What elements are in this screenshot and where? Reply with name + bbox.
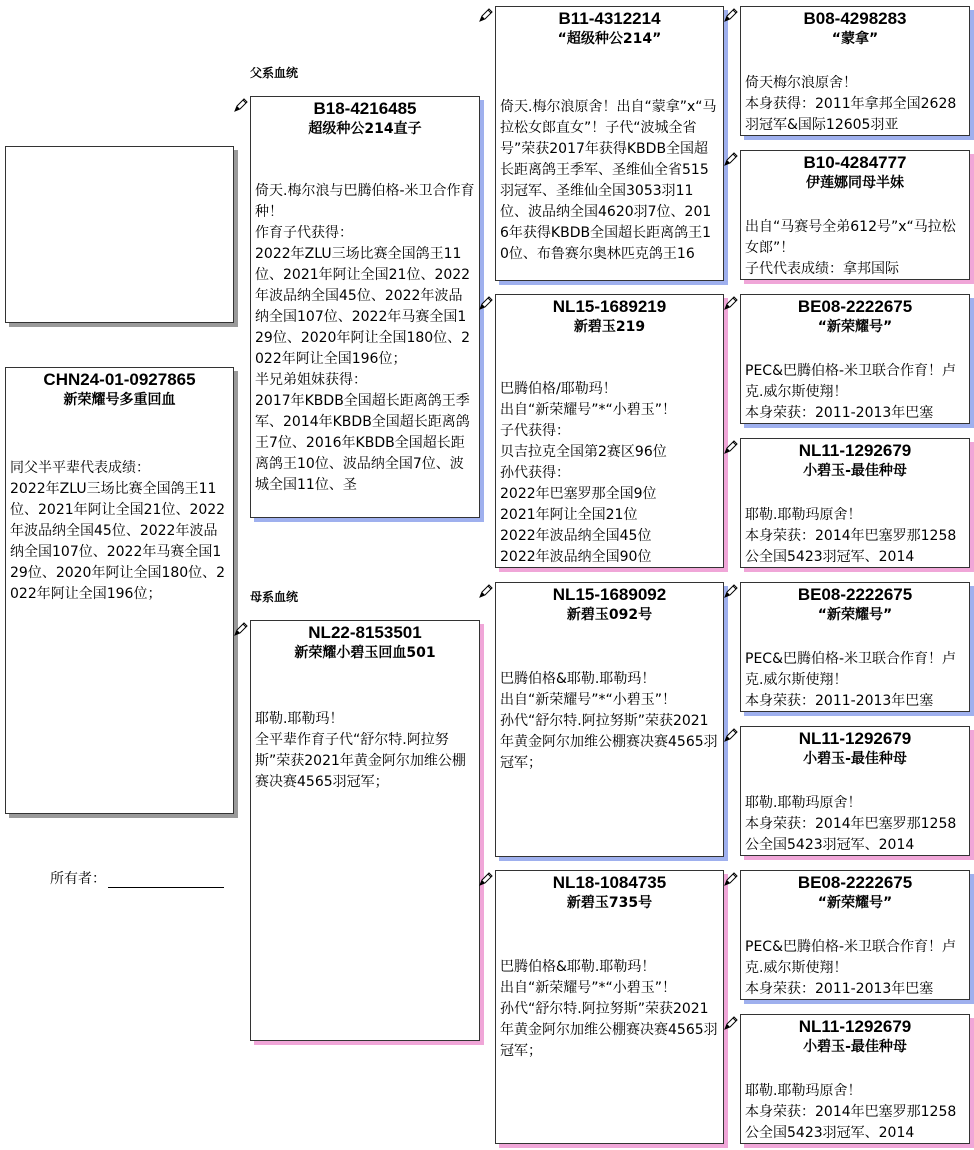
sss-description: 倚天梅尔浪原舍！ 本身获得：2011年拿邦全国2628羽冠军&国际12605羽亚 — [745, 75, 957, 133]
ssd-edit-icon[interactable] — [723, 151, 739, 167]
sds-edit-icon[interactable] — [723, 295, 739, 311]
ddd-description: 耶勒.耶勒玛原舍！ 本身荣获：2014年巴塞罗那1258公全国5423羽冠军、2014 — [745, 1083, 957, 1141]
dam-dam-ring-number: NL18-1084735 — [552, 873, 667, 892]
sire-ring-number: B18-4216485 — [313, 99, 417, 118]
dds-description: PEC&巴腾伯格-米卫联合作育！卢克.威尔斯使翔！ 本身荣获：2011-2013年巴塞 — [745, 939, 957, 997]
sire-sire-description: 倚天.梅尔浪原舍！出自“蒙拿”x“马拉松女郎直女”！子代“波城全省号”荣获2017年获得KBDB全国超长距离鸽王季军、圣维仙全省515羽冠军、圣维仙全国3053羽11位、波品纳全国4620羽7位、2016年获得KBDB全国超长距离鸽王10位、布鲁赛尔奥林匹克鸽王16 — [500, 99, 717, 262]
dam-edit-icon[interactable] — [233, 621, 249, 637]
ddd-edit-icon[interactable] — [723, 1015, 739, 1031]
ddd-ring-number: NL11-1292679 — [798, 1017, 912, 1036]
dam-sire-edit-icon[interactable] — [478, 583, 494, 599]
dam-ring-number: NL22-8153501 — [308, 623, 422, 642]
owner-signature-line[interactable] — [108, 873, 224, 888]
sds-description: PEC&巴腾伯格-米卫联合作育！卢克.威尔斯使翔！ 本身荣获：2011-2013年巴塞 — [745, 363, 957, 421]
sire-dam-description: 巴腾伯格/耶勒玛！ 出自“新荣耀号”*“小碧玉”！ 子代获得： 贝吉拉克全国第2赛区96位 孙代获得： 2022年巴塞罗那全国9位 2021年阿让全国21位 2022年波品纳全国45位 2022年波品纳全国90位 — [500, 381, 677, 565]
dsd-ring-number: NL11-1292679 — [798, 729, 912, 748]
sire-sire-edit-icon[interactable] — [478, 7, 494, 23]
dam-dam-dam-card[interactable] — [740, 1014, 970, 1144]
sss-name: “蒙拿” — [831, 31, 879, 47]
dam-dam-edit-icon[interactable] — [478, 871, 494, 887]
sire-dam-name: 新碧玉219 — [573, 319, 646, 335]
dam-line-label: 母系血统 — [250, 590, 299, 604]
sdd-name: 小碧玉-最佳种母 — [803, 463, 907, 479]
dds-name: “新荣耀号” — [817, 895, 893, 911]
sds-name: “新荣耀号” — [817, 319, 893, 335]
sire-sire-sire-card[interactable] — [740, 6, 970, 136]
sire-dam-sire-card[interactable] — [740, 294, 970, 424]
ssd-ring-number: B10-4284777 — [803, 153, 907, 172]
sss-ring-number: B08-4298283 — [803, 9, 907, 28]
sss-edit-icon[interactable] — [723, 7, 739, 23]
sire-sire-card[interactable] — [495, 6, 724, 281]
subject-name: 新荣耀号多重回血 — [63, 392, 176, 408]
sire-line-label: 父系血统 — [250, 66, 299, 80]
sire-description: 倚天.梅尔浪与巴腾伯格-米卫合作育种！ 作育子代获得： 2022年ZLU三场比赛全国鸽王11位、2021年阿让全国21位、2022年波品纳全国45位、2022年波品纳全国107位、2022年马赛全国129位、2020年阿让全国180位、2022年阿让全国196位； 半兄弟姐妹获得： 2017年KBDB全国超长距离鸽王季军、2014年KBDB全国超长距离鸽王7位、2016年KBDB全国超长距离鸽王10位、波品纳全国7位、波城全国11位、圣 — [255, 183, 475, 493]
dam-dam-name: 新碧玉735号 — [566, 895, 653, 911]
dam-card[interactable] — [250, 620, 480, 1041]
dam-sire-dam-card[interactable] — [740, 726, 970, 856]
photo-frame — [5, 146, 234, 323]
dam-dam-description: 巴腾伯格&耶勒.耶勒玛！ 出自“新荣耀号”*“小碧玉”！ 孙代“舒尔特.阿拉努斯”荣获2021年黄金阿尔加维公棚赛决赛4565羽冠军； — [500, 959, 718, 1059]
sire-dam-dam-card[interactable] — [740, 438, 970, 568]
sire-dam-ring-number: NL15-1689219 — [552, 297, 667, 316]
dds-edit-icon[interactable] — [723, 871, 739, 887]
ddd-name: 小碧玉-最佳种母 — [803, 1039, 907, 1055]
dam-sire-description: 巴腾伯格&耶勒.耶勒玛！ 出自“新荣耀号”*“小碧玉”！ 孙代“舒尔特.阿拉努斯”荣获2021年黄金阿尔加维公棚赛决赛4565羽冠军； — [500, 671, 718, 771]
dss-description: PEC&巴腾伯格-米卫联合作育！卢克.威尔斯使翔！ 本身荣获：2011-2013年巴塞 — [745, 651, 957, 709]
sds-ring-number: BE08-2222675 — [797, 297, 913, 316]
sire-sire-ring-number: B11-4312214 — [558, 9, 661, 28]
dam-sire-card[interactable] — [495, 582, 724, 857]
sire-dam-edit-icon[interactable] — [478, 295, 494, 311]
subject-card[interactable] — [5, 367, 234, 814]
subject-description: 同父半平辈代表成绩： 2022年ZLU三场比赛全国鸽王11位、2021年阿让全国21位、2022年波品纳全国45位、2022年波品纳全国107位、2022年马赛全国129位、2020年阿让全国180位、2022年阿让全国196位； — [10, 460, 226, 602]
dds-ring-number: BE08-2222675 — [797, 873, 913, 892]
ssd-name: 伊莲娜同母半妹 — [806, 175, 904, 191]
ssd-description: 出自“马赛号全弟612号”x“马拉松女郎”！ 子代代表成绩：拿邦国际 — [745, 219, 956, 277]
dsd-edit-icon[interactable] — [723, 727, 739, 743]
sire-edit-icon[interactable] — [233, 97, 249, 113]
dam-description: 耶勒.耶勒玛！ 全平辈作育子代“舒尔特.阿拉努斯”荣获2021年黄金阿尔加维公棚赛决赛4565羽冠军； — [255, 711, 466, 790]
sire-sire-name: “超级种公214” — [557, 31, 662, 47]
dam-dam-card[interactable] — [495, 870, 724, 1144]
owner-label: 所有者： — [50, 871, 106, 887]
owner-field — [50, 868, 224, 888]
dsd-description: 耶勒.耶勒玛原舍！ 本身荣获：2014年巴塞罗那1258公全国5423羽冠军、2014 — [745, 795, 957, 853]
dss-edit-icon[interactable] — [723, 583, 739, 599]
dss-ring-number: BE08-2222675 — [797, 585, 913, 604]
dam-sire-sire-card[interactable] — [740, 582, 970, 712]
sdd-ring-number: NL11-1292679 — [798, 441, 912, 460]
dam-sire-ring-number: NL15-1689092 — [552, 585, 667, 604]
sire-card[interactable] — [250, 96, 480, 518]
subject-ring-number: CHN24-01-0927865 — [43, 370, 196, 389]
dsd-name: 小碧玉-最佳种母 — [803, 751, 907, 767]
dss-name: “新荣耀号” — [817, 607, 893, 623]
dam-dam-sire-card[interactable] — [740, 870, 970, 1000]
sdd-description: 耶勒.耶勒玛原舍！ 本身荣获：2014年巴塞罗那1258公全国5423羽冠军、2014 — [745, 507, 957, 565]
sire-dam-card[interactable] — [495, 294, 724, 568]
dam-name: 新荣耀小碧玉回血501 — [294, 645, 436, 661]
dam-sire-name: 新碧玉092号 — [566, 607, 653, 623]
sire-name: 超级种公214直子 — [308, 121, 422, 137]
sire-sire-dam-card[interactable] — [740, 150, 970, 280]
sdd-edit-icon[interactable] — [723, 439, 739, 455]
